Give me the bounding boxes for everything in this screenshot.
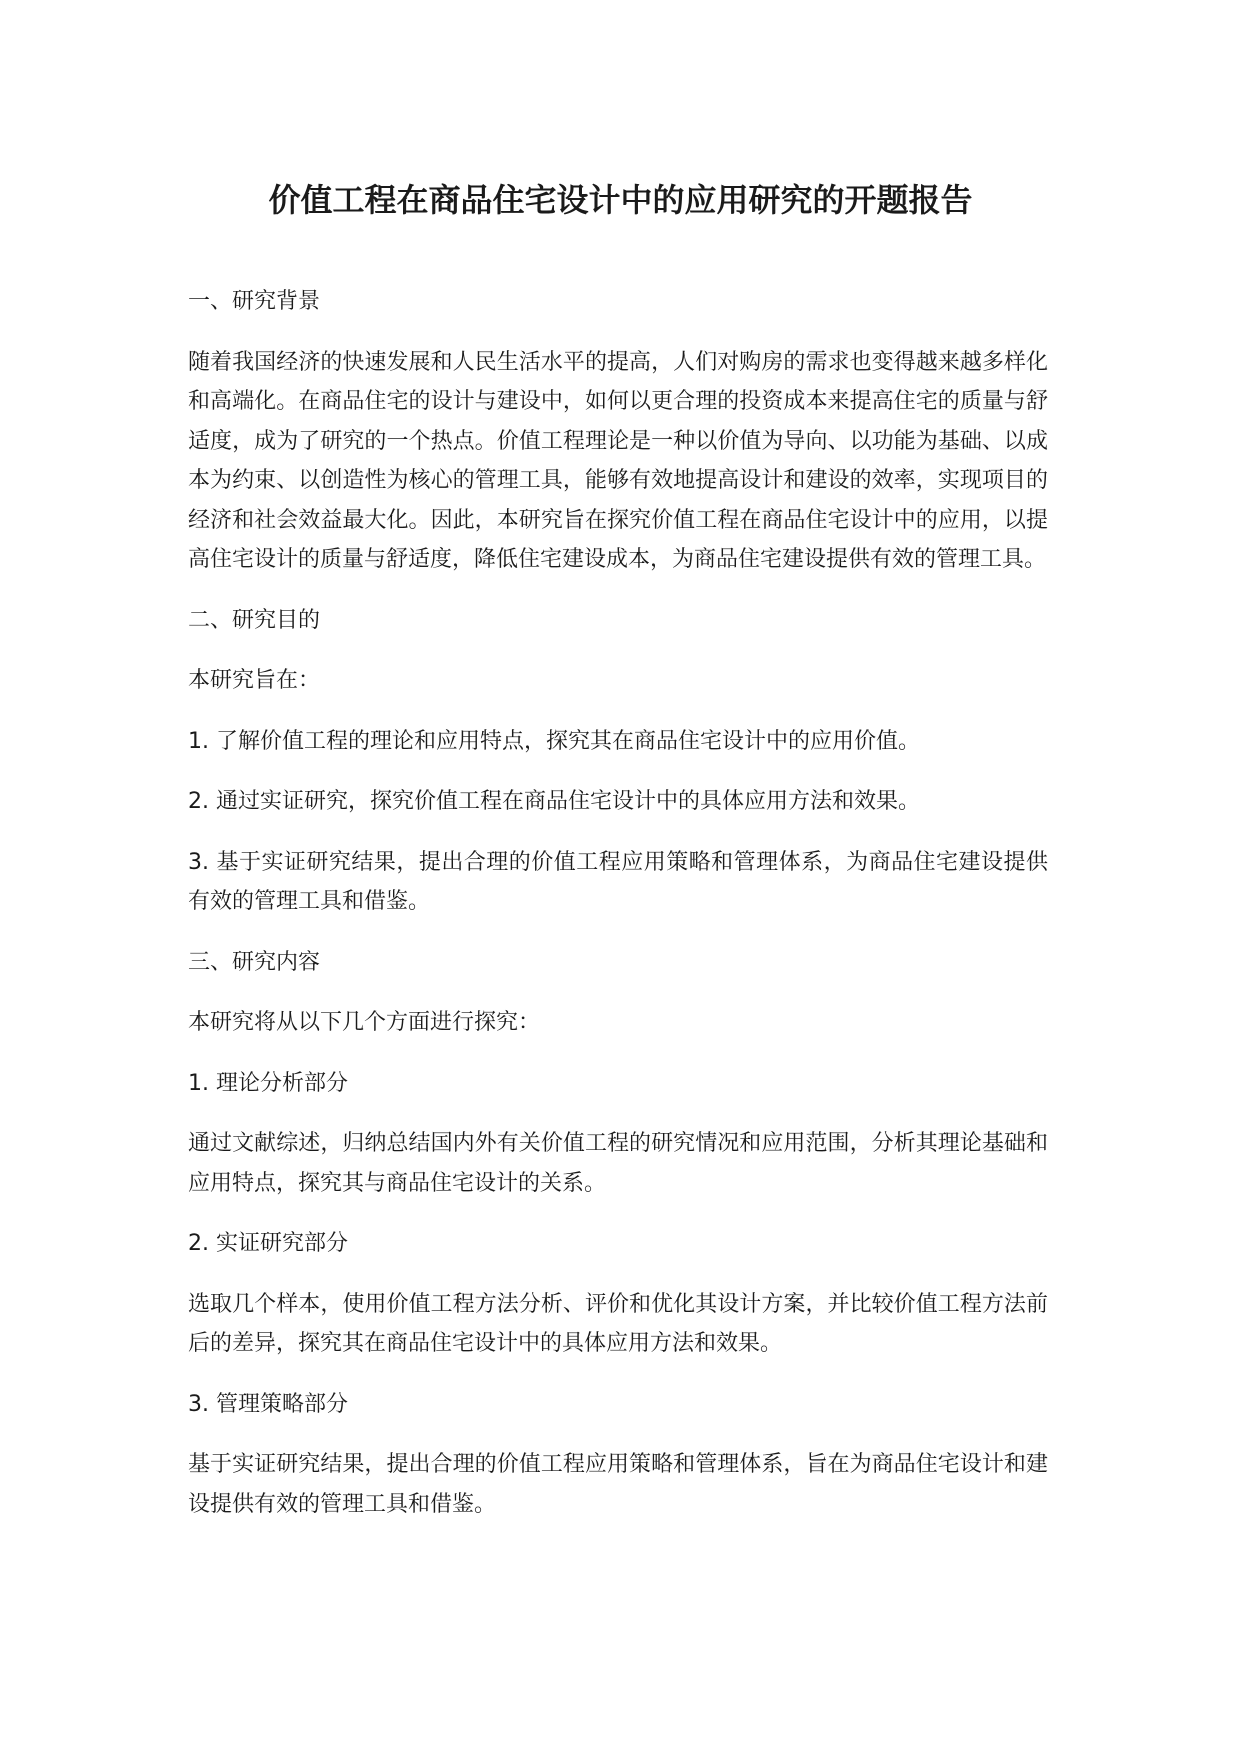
content-theory-paragraph: 通过文献综述，归纳总结国内外有关价值工程的研究情况和应用范围，分析其理论基础和应用特点，探究其与商品住宅设计的关系。	[188, 1131, 1048, 1196]
purpose-item-3: 3. 基于实证研究结果，提出合理的价值工程应用策略和管理体系，为商品住宅建设提供有效的管理工具和借鉴。	[188, 849, 1048, 914]
section-heading-purpose: 二、研究目的	[188, 607, 321, 633]
content-empirical-paragraph: 选取几个样本，使用价值工程方法分析、评价和优化其设计方案，并比较价值工程方法前后的差异，探究其在商品住宅设计中的具体应用方法和效果。	[188, 1291, 1048, 1356]
content-intro: 本研究将从以下几个方面进行探究：	[188, 1010, 541, 1035]
purpose-intro: 本研究旨在：	[188, 668, 321, 693]
section-heading-background: 一、研究背景	[188, 289, 321, 314]
purpose-item-2: 2. 通过实证研究，探究价值工程在商品住宅设计中的具体应用方法和效果。	[188, 789, 920, 814]
document-body	[188, 282, 1048, 1545]
document-title: 价值工程在商品住宅设计中的应用研究的开题报告	[268, 181, 973, 219]
section-heading-content: 三、研究内容	[188, 949, 321, 975]
content-subheading-strategy: 3. 管理策略部分	[188, 1391, 348, 1417]
content-strategy-paragraph: 基于实证研究结果，提出合理的价值工程应用策略和管理体系，旨在为商品住宅设计和建设提供有效的管理工具和借鉴。	[188, 1452, 1048, 1517]
purpose-item-1: 1. 了解价值工程的理论和应用特点，探究其在商品住宅设计中的应用价值。	[188, 728, 920, 754]
background-paragraph: 随着我国经济的快速发展和人民生活水平的提高，人们对购房的需求也变得越来越多样化和高端化。在商品住宅的设计与建设中，如何以更合理的投资成本来提高住宅的质量与舒适度，成为了研究的一个热点。价值工程理论是一种以价值为导向、以功能为基础、以成本为约束、以创造性为核心的管理工具，能够有效地提高设计和建设的效率，实现项目的经济和社会效益最大化。因此，本研究旨在探究价值工程在商品住宅设计中的应用，以提高住宅设计的质量与舒适度，降低住宅建设成本，为商品住宅建设提供有效的管理工具。	[188, 349, 1048, 572]
content-subheading-empirical: 2. 实证研究部分	[188, 1231, 348, 1256]
content-subheading-theory: 1. 理论分析部分	[188, 1070, 348, 1096]
